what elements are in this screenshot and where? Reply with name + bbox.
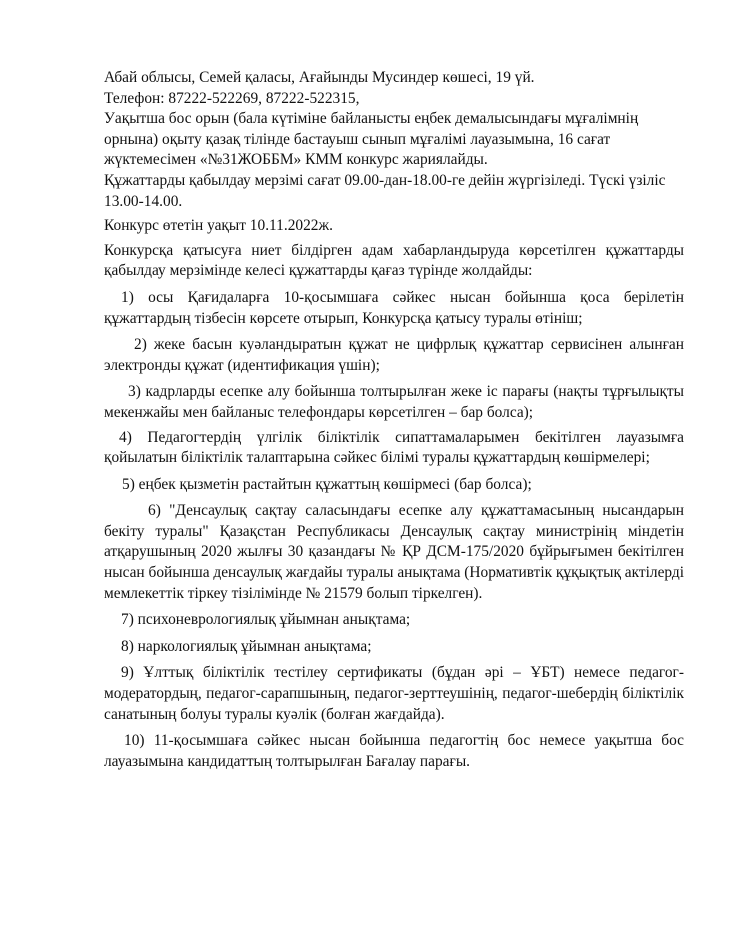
list-item: 2) жеке басын куәландыратын құжат не цифрлық құжаттар сервисінен алынған электронды құжат (идентификация үшін); [104,336,684,374]
address-line: Абай облысы, Семей қаласы, Ағайынды Мусиндер көшесі, 19 үй. [104,69,535,86]
announcement-paragraph: Уақытша бос орын (бала күтіміне байланысты еңбек демалысындағы мұғалімнің орнына) оқыту қазақ тілінде бастауыш сынып мұғалімі лауазымына, 16 сағат жүктемесімен «№31ЖОББМ» КММ конкурс жариялайды. [104,110,639,169]
list-item: 6) "Денсаулық сақтау саласындағы есепке алу құжаттамасының нысандарын бекіту туралы" Қазақстан Республикасы Денсаулық сақтау министрінің міндетін атқарушының 2020 жылғы 30 қазандағы № ҚР ДСМ-175/2020 бұйрығымен бекітілген нысан бойынша денсаулық жағдайы туралы анықтама (Нормативтік құқықтық актілерді мемлекеттік тіркеу тізілімінде № 21579 болып тіркелген). [104,502,684,602]
intro-paragraph: Конкурсқа қатысуға ниет білдірген адам хабарландыруда көрсетілген құжаттарды қабылдау мерзімінде келесі құжаттарды қағаз түрінде жолдайды: [104,241,684,280]
list-item: 9) Ұлттық біліктілік тестілеу сертификаты (бұдан әрі – ҰБТ) немесе педагог-модератордың, педагог-сарапшының, педагог-зерттеушінің, педагог-шебердің біліктілік санатының болуы туралы куәлік (болған жағдайда). [104,664,684,723]
phone-line: Телефон: 87222-522269, 87222-522315, [104,89,360,107]
list-item: 7) психоневрологиялық ұйымнан анықтама; [121,611,411,629]
list-item: 4) Педагогтердің үлгілік біліктілік сипаттамаларымен бекітілген лауазымға қойылатын біліктілік талаптарына сәйкес білімі туралы құжаттардың көшірмелері; [104,428,684,467]
document-page [104,68,684,772]
list-item: 5) еңбек қызметін растайтын құжаттың көшірмесі (бар болса); [122,475,532,493]
list-item: 1) осы Қағидаларға 10-қосымшаға сәйкес нысан бойынша қоса берілетін құжаттардың тізбесін көрсете отырып, Конкурсқа қатысу туралы өтініш; [104,288,684,327]
hours-paragraph: Құжаттарды қабылдау мерзімі сағат 09.00-дан-18.00-ге дейін жүргізіледі. Түскі үзіліс 13.00-14.00. [104,171,666,210]
list-item: 10) 11-қосымшаға сәйкес нысан бойынша педагогтің бос немесе уақытша бос лауазымына кандидаттың толтырылған Бағалау парағы. [104,732,684,770]
list-item: 3) кадрларды есепке алу бойынша толтырылған жеке іс парағы (нақты тұрғылықты мекенжайы мен байланыс телефондары көрсетілген – бар болса); [104,383,684,421]
contest-date-line: Конкурс өтетін уақыт 10.11.2022ж. [104,217,333,235]
list-item: 8) наркологиялық ұйымнан анықтама; [121,637,372,655]
